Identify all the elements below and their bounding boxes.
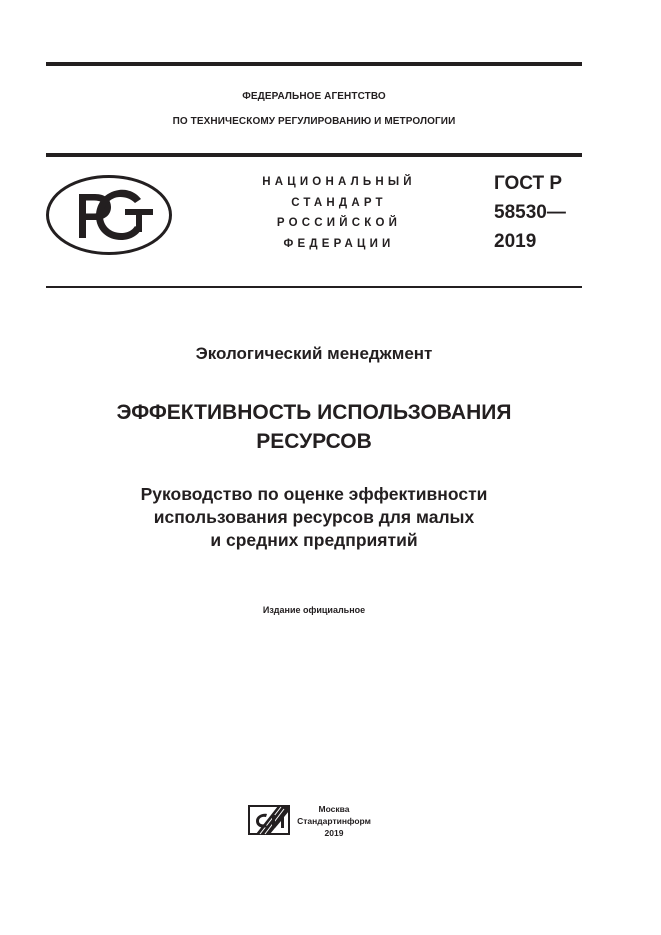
top-rule	[46, 62, 582, 66]
middle-rule	[46, 153, 582, 157]
document-subject: Экологический менеджмент	[195, 344, 433, 363]
designation-line1: ГОСТ Р	[494, 173, 563, 194]
document-title-line1: ЭФФЕКТИВНОСТЬ ИСПОЛЬЗОВАНИЯ	[116, 401, 512, 424]
standard-type-line4: ФЕДЕРАЦИИ	[283, 237, 395, 250]
designation-line2: 58530—	[494, 202, 566, 223]
standard-type-line3: РОССИЙСКОЙ	[276, 217, 402, 229]
agency-name-line1: ФЕДЕРАЛЬНОЕ АГЕНТСТВО	[242, 91, 386, 102]
publisher-info	[294, 803, 374, 839]
designation-line3: 2019	[494, 231, 537, 252]
publisher-city: Москва	[318, 804, 350, 814]
bottom-rule	[46, 286, 582, 288]
document-subtitle-line3: и средних предприятий	[210, 530, 418, 550]
standard-designation	[494, 169, 566, 256]
standartinform-logo-icon	[248, 805, 290, 835]
document-title-line2: РЕСУРСОВ	[256, 430, 372, 453]
document-subtitle-line2: использования ресурсов для малых	[153, 507, 475, 527]
publisher-year: 2019	[324, 828, 344, 838]
rst-gost-emblem-icon	[45, 174, 173, 256]
agency-name-line2: ПО ТЕХНИЧЕСКОМУ РЕГУЛИРОВАНИЮ И МЕТРОЛОГИИ	[172, 116, 456, 127]
publisher-name: Стандартинформ	[297, 816, 371, 826]
document-title	[46, 398, 582, 456]
document-subtitle-line1: Руководство по оценке эффективности	[140, 484, 488, 504]
standard-type-line2: СТАНДАРТ	[291, 196, 387, 209]
edition-label: Издание официальное	[262, 605, 366, 615]
standard-type	[246, 172, 432, 254]
document-subtitle	[46, 483, 582, 552]
standard-type-line1: НАЦИОНАЛЬНЫЙ	[262, 176, 416, 188]
